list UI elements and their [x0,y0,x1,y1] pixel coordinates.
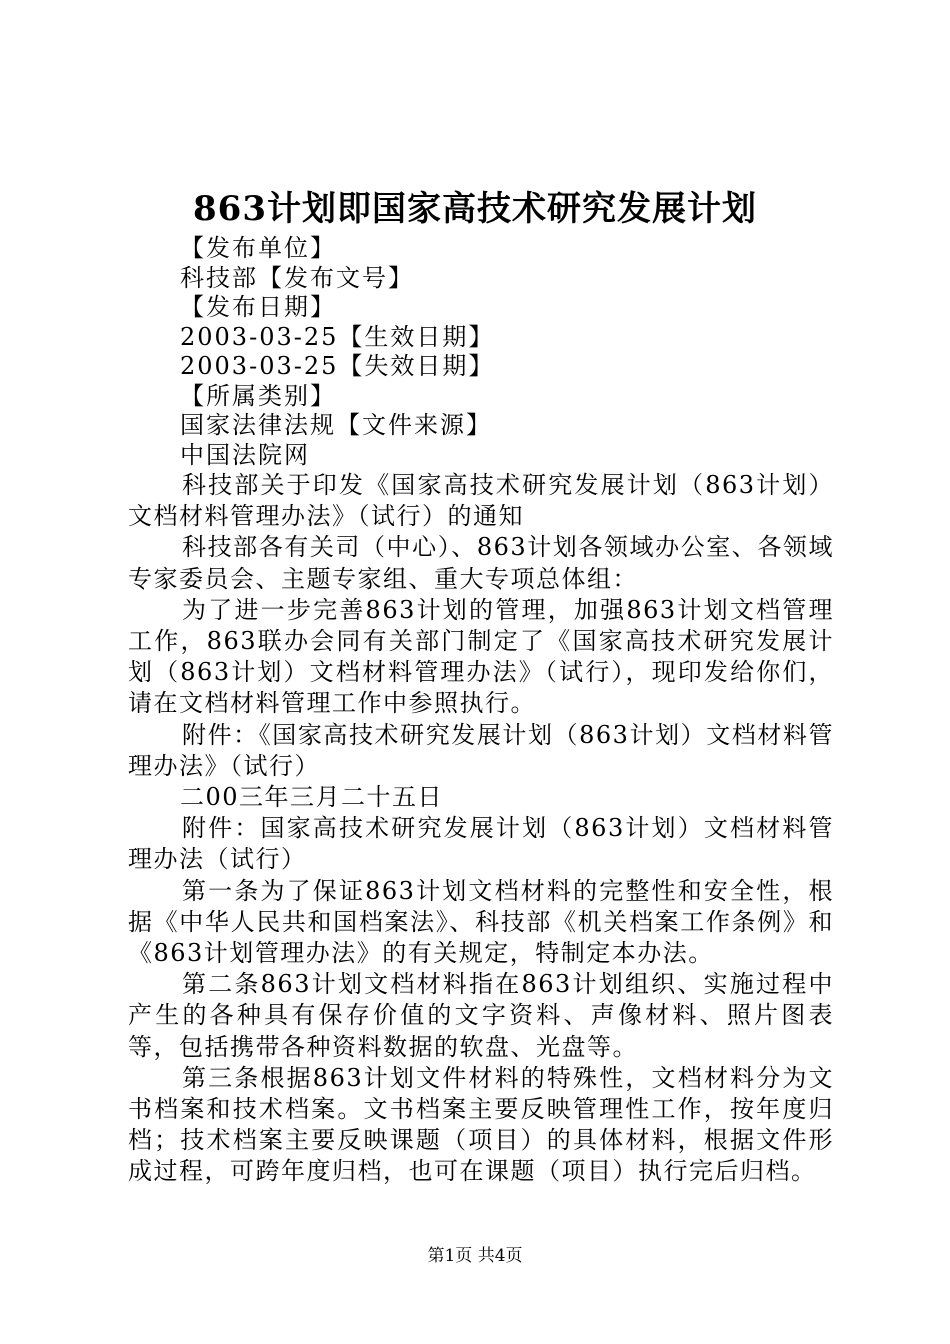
body-paragraph: 为了进一步完善863计划的管理，加强863计划文档管理工作，863联办会同有关部门制定了《国家高技术研究发展计划（863计划）文档材料管理办法》（试行），现印发给你们，请在文档材料管理工作中参照执行。 [128,595,834,718]
meta-publish-date-label: 【发布日期】 [180,293,336,321]
meta-publish-date: 2003-03-25【生效日期】 [180,322,495,351]
meta-category-label: 【所属类别】 [180,381,336,410]
meta-source: 中国法院网 [180,440,310,469]
page-footer: 第1页 共4页 [427,1246,523,1266]
article-3-paragraph: 第三条根据863计划文件材料的特殊性，文档材料分为文书档案和技术档案。文书档案主要反映管理性工作，按年度归档；技术档案主要反映课题（项目）的具体材料，根据文件形成过程，可跨年度归档，也可在课题（项目）执行完后归档。 [128,1063,834,1186]
meta-publisher-label: 【发布单位】 [180,234,336,262]
attachment-paragraph: 附件：《国家高技术研究发展计划（863计划）文档材料管理办法》（试行） [128,720,834,780]
attachment-title-paragraph: 附件：国家高技术研究发展计划（863计划）文档材料管理办法（试行） [128,814,834,874]
addressee-paragraph: 科技部各有关司（中心）、863计划各领域办公室、各领域专家委员会、主题专家组、重大专项总体组： [128,533,834,593]
article-1-paragraph: 第一条为了保证863计划文档材料的完整性和安全性，根据《中华人民共和国档案法》、科技部《机关档案工作条例》和《863计划管理办法》的有关规定，特制定本办法。 [128,876,834,968]
notice-title-paragraph: 科技部关于印发《国家高技术研究发展计划（863计划）文档材料管理办法》（试行）的通知 [128,471,834,531]
article-2-paragraph: 第二条863计划文档材料指在863计划组织、实施过程中产生的各种具有保存价值的文字资料、声像材料、照片图表等，包括携带各种资料数据的软盘、光盘等。 [128,970,834,1061]
meta-category: 国家法律法规【文件来源】 [180,411,492,439]
document-body [128,234,834,1188]
meta-effective-date: 2003-03-25【失效日期】 [180,352,495,380]
meta-publisher: 科技部【发布文号】 [180,263,414,292]
document-title: 863计划即国家高技术研究发展计划 [193,189,757,229]
date-paragraph: 二00三年三月二十五日 [180,783,444,812]
